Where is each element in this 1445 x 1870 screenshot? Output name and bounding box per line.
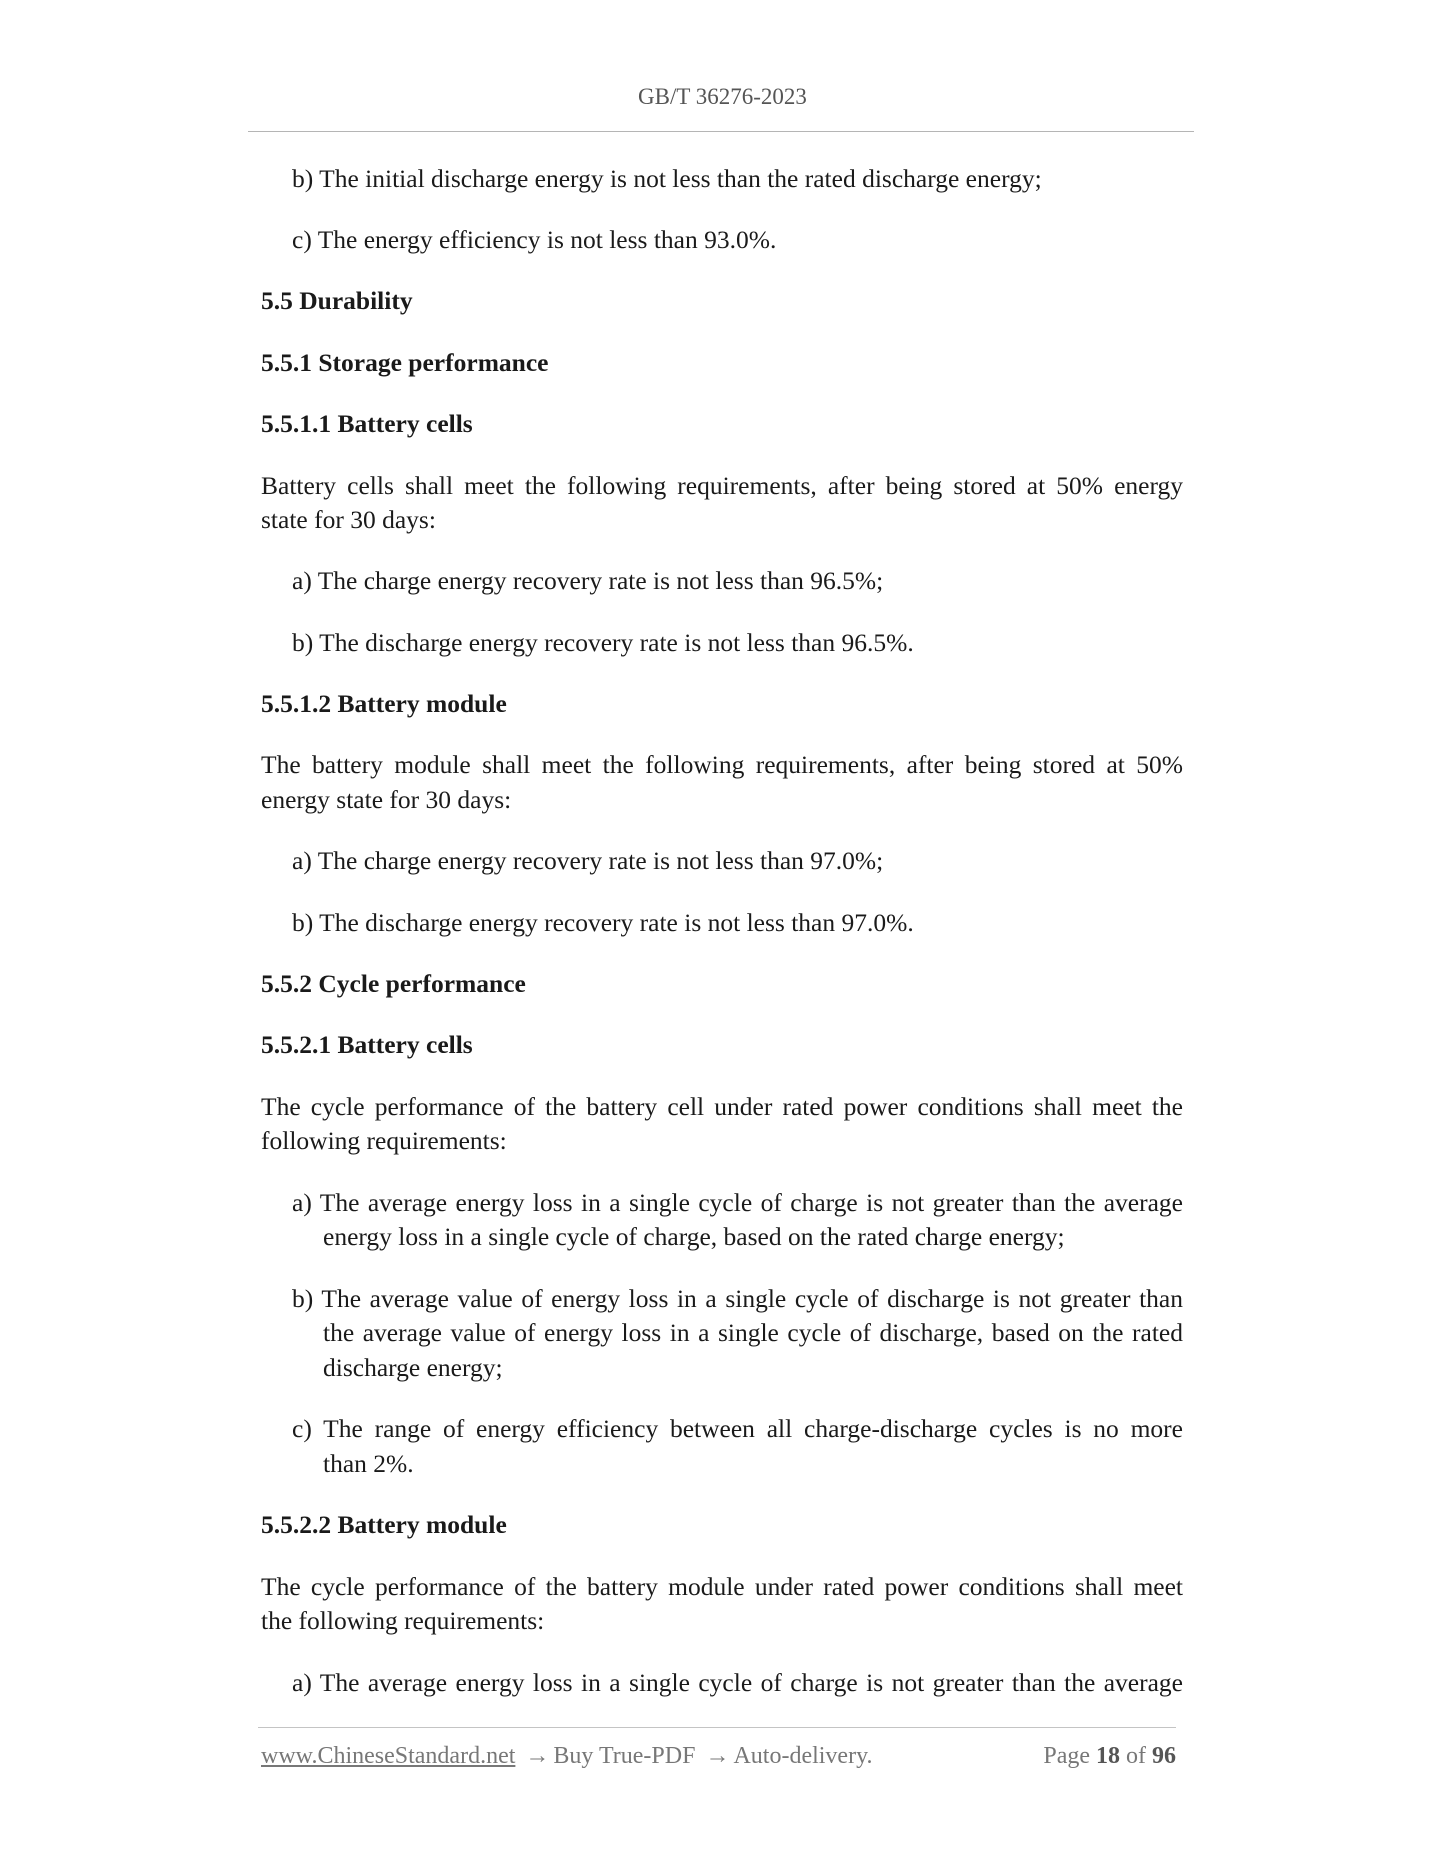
list-item: a) The charge energy recovery rate is not less than 96.5%; bbox=[292, 566, 884, 595]
list-item: b) The discharge energy recovery rate is not less than 97.0%. bbox=[292, 908, 914, 937]
page-indicator bbox=[1043, 1743, 1176, 1770]
footer-divider bbox=[258, 1727, 1176, 1728]
page-current: 18 bbox=[1096, 1743, 1120, 1769]
list-item-continuation: energy loss in a single cycle of charge, based on the rated charge energy; bbox=[323, 1222, 1065, 1251]
list-item: c) The energy efficiency is not less than 93.0%. bbox=[292, 225, 777, 254]
list-item: b) The discharge energy recovery rate is not less than 96.5%. bbox=[292, 628, 914, 657]
buy-text: Buy True-PDF bbox=[553, 1743, 696, 1769]
list-item: b) The average value of energy loss in a single cycle of discharge is not greater than bbox=[292, 1284, 1183, 1313]
paragraph-line: the following requirements: bbox=[261, 1606, 545, 1635]
section-heading: 5.5 Durability bbox=[261, 286, 413, 315]
arrow-right-icon: → bbox=[525, 1743, 550, 1769]
page-label: Page bbox=[1043, 1743, 1090, 1769]
section-heading: 5.5.2.2 Battery module bbox=[261, 1510, 507, 1539]
list-item: b) The initial discharge energy is not less than the rated discharge energy; bbox=[292, 164, 1042, 193]
section-heading: 5.5.1 Storage performance bbox=[261, 348, 549, 377]
list-item: a) The average energy loss in a single cycle of charge is not greater than the average bbox=[292, 1668, 1183, 1697]
section-heading: 5.5.2.1 Battery cells bbox=[261, 1030, 473, 1059]
list-item: a) The average energy loss in a single cycle of charge is not greater than the average bbox=[292, 1188, 1183, 1217]
page-total: 96 bbox=[1152, 1743, 1176, 1769]
header-divider bbox=[248, 131, 1194, 132]
paragraph-line: Battery cells shall meet the following requirements, after being stored at 50% energy bbox=[261, 471, 1183, 500]
page-of: of bbox=[1126, 1743, 1146, 1769]
paragraph-line: The battery module shall meet the following requirements, after being stored at 50% bbox=[261, 750, 1183, 779]
paragraph-line: The cycle performance of the battery module under rated power conditions shall meet bbox=[261, 1572, 1183, 1601]
paragraph-line: following requirements: bbox=[261, 1126, 507, 1155]
paragraph-line: energy state for 30 days: bbox=[261, 785, 512, 814]
page-footer bbox=[261, 1743, 1176, 1770]
section-heading: 5.5.2 Cycle performance bbox=[261, 969, 526, 998]
document-id-header: GB/T 36276-2023 bbox=[638, 84, 807, 109]
delivery-text: Auto-delivery. bbox=[733, 1743, 873, 1769]
section-heading: 5.5.1.2 Battery module bbox=[261, 689, 507, 718]
list-item-continuation: than 2%. bbox=[323, 1449, 414, 1478]
arrow-right-icon: → bbox=[705, 1743, 730, 1769]
paragraph-line: The cycle performance of the battery cell under rated power conditions shall meet the bbox=[261, 1092, 1183, 1121]
list-item: c) The range of energy efficiency between all charge-discharge cycles is no more bbox=[292, 1414, 1183, 1443]
list-item-continuation: the average value of energy loss in a single cycle of discharge, based on the rated bbox=[323, 1318, 1183, 1347]
list-item: a) The charge energy recovery rate is not less than 97.0%; bbox=[292, 846, 884, 875]
section-heading: 5.5.1.1 Battery cells bbox=[261, 409, 473, 438]
site-link[interactable]: www.ChineseStandard.net bbox=[261, 1743, 516, 1769]
paragraph-line: state for 30 days: bbox=[261, 505, 436, 534]
list-item-continuation: discharge energy; bbox=[323, 1353, 503, 1382]
